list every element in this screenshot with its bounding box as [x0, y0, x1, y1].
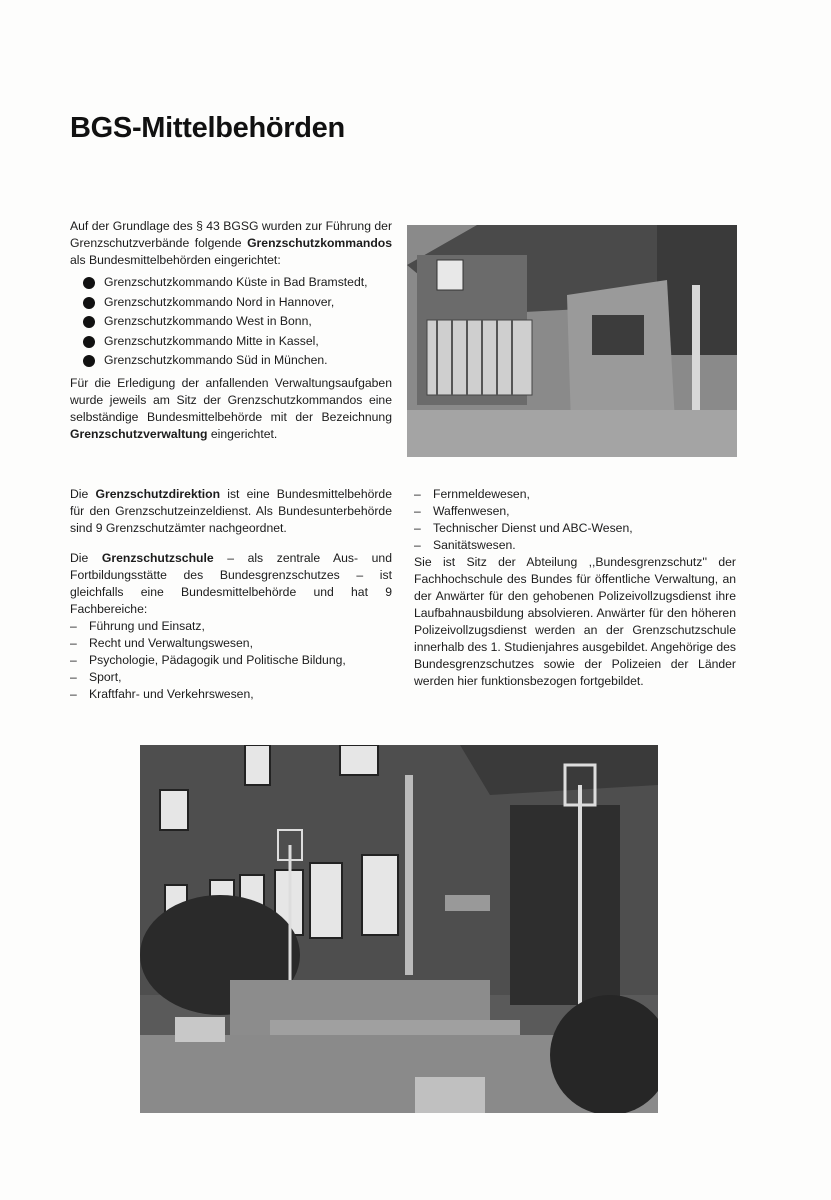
item-text: Grenzschutzkommando West in Bonn,: [104, 314, 312, 328]
item-text: Kraftfahr- und Verkehrswesen,: [89, 687, 254, 701]
text: als Bundesmittelbehörden eingerichtet:: [70, 253, 281, 267]
list-item: [70, 686, 392, 703]
text: ist eine Bundesmittelbehörde für den Grenzschutzeinzeldienst. Als Bundesunterbehörde sind 9 Grenzschutzämter nachgeordnet.: [70, 487, 392, 535]
list-item: [70, 293, 392, 313]
text: Die: [70, 551, 102, 565]
bullet-icon: [83, 297, 95, 309]
bullet-icon: [83, 336, 95, 348]
list-item: [70, 618, 392, 635]
item-text: Waffenwesen,: [433, 504, 510, 518]
list-item: [70, 652, 392, 669]
list-item: [414, 486, 736, 503]
fachbereiche-list-continued: [414, 486, 736, 554]
intro-paragraph: [70, 218, 392, 269]
item-text: Fernmeldewesen,: [433, 487, 530, 501]
item-text: Grenzschutzkommando Süd in München.: [104, 353, 328, 367]
item-text: Technischer Dienst und ABC-Wesen,: [433, 521, 633, 535]
kommando-list: [70, 273, 392, 371]
item-text: Recht und Verwaltungswesen,: [89, 636, 253, 650]
schule-paragraph: [70, 550, 392, 618]
list-item: [414, 520, 736, 537]
list-item: [414, 537, 736, 554]
dash: –: [70, 670, 77, 684]
dash: –: [70, 619, 77, 633]
list-item: [70, 312, 392, 332]
photo-school-entrance: [140, 745, 658, 1113]
list-item: [414, 503, 736, 520]
bold-term: Grenzschutzkommandos: [247, 236, 392, 250]
item-text: Sanitätswesen.: [433, 538, 516, 552]
right-column-bottom: [414, 486, 736, 690]
dash: –: [414, 538, 421, 552]
text: – als zentrale Aus- und Fortbildungsstätte des Bundesgrenzschutzes – ist gleichfalls eine Bundesmittelbehörde und hat 9 Fachbereiche:: [70, 551, 392, 616]
verwaltung-paragraph: [70, 375, 392, 443]
dash: –: [414, 504, 421, 518]
item-text: Grenzschutzkommando Nord in Hannover,: [104, 294, 335, 309]
left-column-top: [70, 218, 392, 443]
photo-gate-building: [407, 225, 737, 457]
bold-term: Grenzschutzdirektion: [95, 487, 221, 501]
list-item: [70, 351, 392, 371]
text: eingerichtet.: [207, 426, 278, 441]
direktion-paragraph: [70, 486, 392, 537]
dash: –: [70, 653, 77, 667]
item-text: Sport,: [89, 670, 122, 684]
dash: –: [70, 636, 77, 650]
list-item: [70, 273, 392, 293]
text: Auf der Grundlage des § 43 BGSG wurden zur Führung der Grenzschutzverbände folgende: [70, 219, 392, 250]
item-text: Führung und Einsatz,: [89, 619, 205, 633]
left-column-bottom: [70, 486, 392, 703]
list-item: [70, 669, 392, 686]
text: Für die Erledigung der anfallenden Verwaltungsaufgaben wurde jeweils am Sitz der Grenzschutzkommandos eine selbständige Bundesmittelbehörde mit der Bezeichnung: [70, 375, 392, 424]
bold-term: Grenzschutzverwaltung: [70, 426, 208, 441]
dash: –: [414, 521, 421, 535]
sitz-paragraph: Sie ist Sitz der Abteilung ,,Bundesgrenzschutz'' der Fachhochschule des Bundes für öffentliche Verwaltung, an der Anwärter für den gehobenen Polizeivollzugsdienst ihre Laufbahnausbildung absolvieren. Anwärter für den höheren Polizeivollzugsdienst werden an der Grenzschutzschule innerhalb des 1. Studienjahres ausgebildet. Angehörige des Bundesgrenzschutzes sowie der Polizeien der Länder werden hier funktionsbezogen fortgebildet.: [414, 555, 736, 688]
dash: –: [70, 687, 77, 701]
list-item: [70, 635, 392, 652]
bullet-icon: [83, 277, 95, 289]
page-title: BGS-Mittelbehörden: [70, 112, 345, 144]
item-text: Psychologie, Pädagogik und Politische Bildung,: [89, 653, 346, 667]
text: Die: [70, 487, 96, 501]
item-text: Grenzschutzkommando Küste in Bad Bramstedt,: [104, 275, 368, 289]
bullet-icon: [83, 316, 95, 328]
dash: –: [414, 487, 421, 501]
item-text: Grenzschutzkommando Mitte in Kassel,: [104, 333, 319, 348]
fachbereiche-list: [70, 618, 392, 703]
bullet-icon: [83, 355, 95, 367]
list-item: [70, 332, 392, 352]
bold-term: Grenzschutzschule: [101, 551, 214, 565]
